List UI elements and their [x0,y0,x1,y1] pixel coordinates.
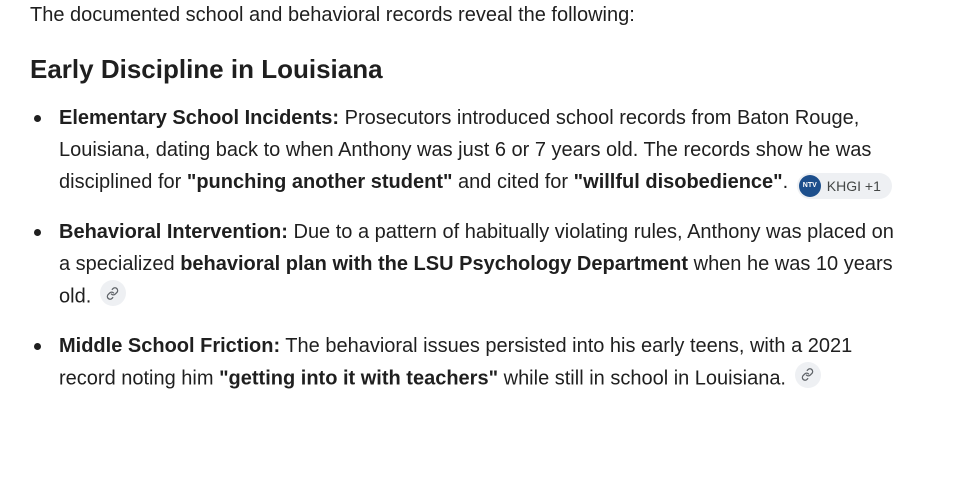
news-logo-icon: NTV [799,175,821,197]
bullet-text: Due to a pattern of habitually violating rules, Anthony was placed on a specialized [59,221,894,275]
bullet-marker [34,229,41,236]
link-icon[interactable] [795,362,821,388]
list-item [30,216,910,313]
bold-quote: "getting into it with teachers" [219,367,499,389]
bullet-marker [34,115,41,122]
bullet-text: and cited for [452,171,574,193]
bold-quote: "willful disobedience" [573,171,783,193]
bullet-list [30,102,910,394]
bullet-title: Elementary School Incidents: [59,107,340,129]
section-heading: Early Discipline in Louisiana [30,54,383,84]
bold-quote: "punching another student" [186,171,453,193]
list-item [30,102,910,199]
bullet-title: Behavioral Intervention: [59,221,288,243]
list-item [30,330,910,395]
intro-paragraph: The documented school and behavioral records reveal the following: [30,4,635,26]
bullet-text: when he was 10 years old. [59,253,893,308]
link-icon[interactable] [100,280,126,306]
bullet-title: Middle School Friction: [59,334,281,357]
document-body [30,0,910,411]
bullet-text: Prosecutors introduced school records from Baton Rouge, Louisiana, dating back to when Anthony was just 6 or 7 years old. The records show he was disciplined for [59,107,872,193]
bullet-text: while still in school in Louisiana. [498,367,786,389]
bullet-text: The behavioral issues persisted into his early teens, with a 2021 record noting him [59,334,853,389]
bullet-text: . [782,171,789,193]
source-chip-label: KHGI +1 [826,178,881,194]
bullet-marker [34,343,41,350]
source-chip[interactable] [797,173,892,199]
bold-phrase: behavioral plan with the LSU Psychology Department [180,253,689,275]
